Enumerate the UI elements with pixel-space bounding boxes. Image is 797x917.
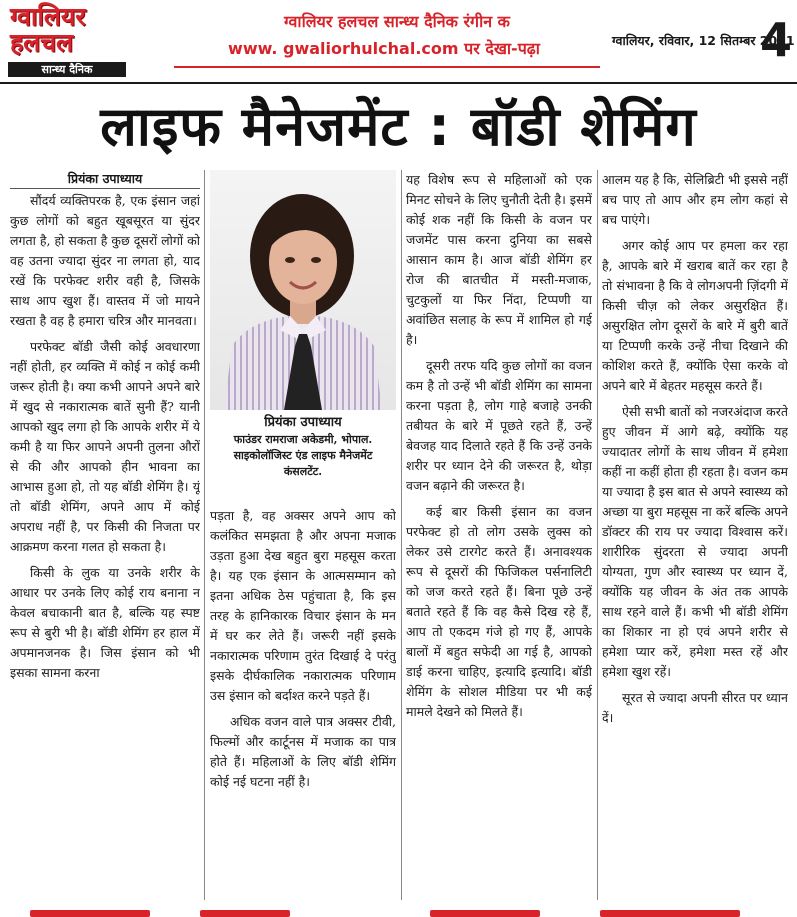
cutoff-mark	[430, 910, 540, 917]
article-column-4	[602, 170, 788, 900]
caption-name: प्रियंका उपाध्याय	[264, 415, 342, 430]
page-number: 4	[759, 13, 792, 67]
promo-underline	[174, 66, 600, 68]
article-column-3	[406, 170, 592, 900]
newspaper-logo	[6, 4, 130, 80]
cutoff-mark	[200, 910, 290, 917]
website-promo: www. gwaliorhulchal.com पर देखा-पढ़ा	[228, 39, 540, 58]
paragraph: कई बार किसी इंसान का वजन परफेक्ट हो तो लोग उसके लुक्स को लेकर उसे टारगेट करते हैं। अनावश्यक रूप से दूसरों की फिजिकल पर्सनालिटी को जज करते रहते हैं। बिना पूछे उन्हें बताते रहते हैं कि वह कैसे दिख रहे हैं, आप तो एकदम गंजे हो गए हैं, आपके बालों में बहुत सफेदी आ गई है, आपको डाई करना चाहिए, इत्यादि इत्यादि। बॉडी शेमिंग के सोशल मीडिया पर भी कई मामले देखने को मिलते हैं।	[406, 504, 592, 719]
paragraph: यह विशेष रूप से महिलाओं को एक मिनट सोचने के लिए चुनौती देती है। इसमें कोई शक नहीं कि किसी के वजन पर जजमेंट पास करना दुनिया का सबसे आसान काम है। आज बॉडी शेमिंग हर रोज की बातचीत में मस्ती-मजाक, चुटकुलों या फिर निंदा, टिप्पणी या अवांछित सलाह के रूप में शामिल हो गई है।	[406, 172, 592, 347]
paragraph: आलम यह है कि, सेलिब्रिटी भी इससे नहीं बच पाए तो आप और हम लोग कहां से बच पाएंगे।	[602, 172, 788, 227]
paragraph: अगर कोई आप पर हमला कर रहा है, आपके बारे में खराब बातें कर रहा है तो संभावना है कि वे लोगअपनी ज़िंदगी में किसी चीज़ को लेकर असुरक्षित हैं। असुरक्षित लोग दूसरों के बारे में बुरी बातें या टिप्पणी करके उन्हें नीचा दिखाने की कोशिश करते हैं, क्योंकि ऐसा करके वो अपने बारे में बेहतर महसूस करते हैं।	[602, 238, 788, 393]
paragraph: सौंदर्य व्यक्तिपरक है, एक इंसान जहां कुछ लोगों को बहुत खूबसूरत या सुंदर लगता है, हो सकता है कुछ दूसरों लोगों को वह उतना ज्यादा सुंदर ना लगता हो, याद रखें कि परफेक्ट शरीर वही है, जिसके साथ आप खुश हैं। वास्तव में जो मायने रखता है वह है हमारा चरित्र और मानवता।	[10, 193, 200, 328]
column-divider	[597, 170, 598, 900]
logo-line-2: हलचल	[10, 28, 74, 57]
logo-line-1: ग्वालियर	[10, 2, 86, 31]
article-column-2	[210, 506, 396, 900]
masthead-divider	[0, 82, 797, 84]
caption-line: साइकोलॉजिस्ट एंड लाइफ मैनेजमेंट	[233, 449, 373, 462]
promo-line-1: ग्वालियर हलचल सान्ध्य दैनिक रंगीन क	[284, 12, 510, 31]
author-photo	[210, 170, 396, 410]
paragraph: ऐसी सभी बातों को नजरअंदाज करते हुए जीवन में आगे बढ़े, क्योंकि यह ज्यादातर लोगों के साथ जीवन में हमेशा कहीं ना कहीं होता ही रहता है। वजन कम या ज्यादा है इस बात से अपने स्वास्थ्य को अच्छा या बुरा महसूस ना करें बल्कि अपने डॉक्टर की राय पर ज्यादा विश्वास करें। शारीरिक सुंदरता से ज्यादा अपनी योग्यता, गुण और स्वास्थ्य पर ध्यान दें, क्योंकि यह जीवन के अंत तक आपके साथ रहने वाले हैं। कभी भी बॉडी शेमिंग का शिकार ना हो एवं अपने शरीर से हमेशा प्यार करें, हमेशा मस्त रहें और हमेशा खुश रहें।	[602, 404, 788, 679]
author-byline: प्रियंका उपाध्याय	[10, 170, 200, 189]
cutoff-mark	[30, 910, 150, 917]
paragraph: परफेक्ट बॉडी जैसी कोई अवधारणा नहीं होती, हर व्यक्ति में कोई न कोई कमी जरूर होती है। क्या कभी आपने अपने बारे में खुद से नकारात्मक बातें सुनी हैं? यानी आपको खुद लगा हो कि आपके शरीर में ये कमी है या फिर आपने अपनी तुलना औरों से की और आपको हीन भावना का आभास हुआ हो, तो यह बॉडी शेमिंग है। यूं तो बॉडी शेमिंग, अपने आप में कोई अपराध नहीं है, पर किसी की निजता पर आक्रमण करना गलत हो सकता है।	[10, 339, 200, 554]
logo-tagline: सान्ध्य दैनिक	[8, 62, 126, 77]
paragraph: दूसरी तरफ यदि कुछ लोगों का वजन कम है तो उन्हें भी बॉडी शेमिंग का सामना करना पड़ता है, लोग गाहे बजाहे उनकी तबीयत के बारे में पूछते रहते हैं, उन्हें बेवजह याद दिलाते रहते हैं कि उन्हें उनके शरीर पर ध्यान देने की जरूरत है, थोड़ा वजन बढ़ाने की जरूरत है।	[406, 358, 592, 493]
author-portrait-image	[210, 170, 396, 410]
article-headline: लाइफ मैनेजमेंट : बॉडी शेमिंग	[100, 95, 697, 158]
masthead	[0, 0, 797, 84]
paragraph: सूरत से ज्यादा अपनी सीरत पर ध्यान दें।	[602, 690, 788, 725]
column-divider	[204, 170, 205, 900]
caption-line: कंसलटेंट.	[283, 465, 323, 478]
paragraph: अधिक वजन वाले पात्र अक्सर टीवी, फिल्मों और कार्टूनस में मजाक का पात्र होते हैं। महिलाओं के लिए बॉडी शेमिंग कोई नई घटना नहीं है।	[210, 714, 396, 789]
paragraph: किसी के लुक या उनके शरीर के आधार पर उनके लिए कोई राय बनाना न केवल बचाकानी बात है, बल्कि यह स्पष्ट रूप से बुरी भी है। बॉडी शेमिंग हर हाल में अपमानजनक है। जिस इंसान को भी इसका सामना करना	[10, 565, 200, 680]
bottom-cutoff-strip	[0, 904, 797, 917]
article-column-1	[10, 170, 200, 900]
cutoff-mark	[600, 910, 740, 917]
dateline: ग्वालियर, रविवार, 12 सितम्बर 2021	[612, 33, 795, 48]
column-divider	[401, 170, 402, 900]
photo-caption	[210, 414, 396, 480]
caption-line: फाउंडर रामराजा अकेडमी, भोपाल.	[233, 433, 373, 446]
paragraph: पड़ता है, वह अक्सर अपने आप को कलंकित समझता है और अपना मजाक उड़ता हुआ देख बहुत बुरा महसूस करता है। यह एक इंसान के आत्मसम्मान को इतना अधिक ठेस पहुंचाता है, कि इस तरह के हानिकारक विचार इंसान के मन में घर कर लेते हैं। जरूरी नहीं इसके नकारात्मक परिणाम तुरंत दिखाई दे परंतु इसके दीर्घकालिक नकारात्मक परिणाम उस इंसान को बर्दाश्त करने पड़ते हैं।	[210, 508, 396, 703]
